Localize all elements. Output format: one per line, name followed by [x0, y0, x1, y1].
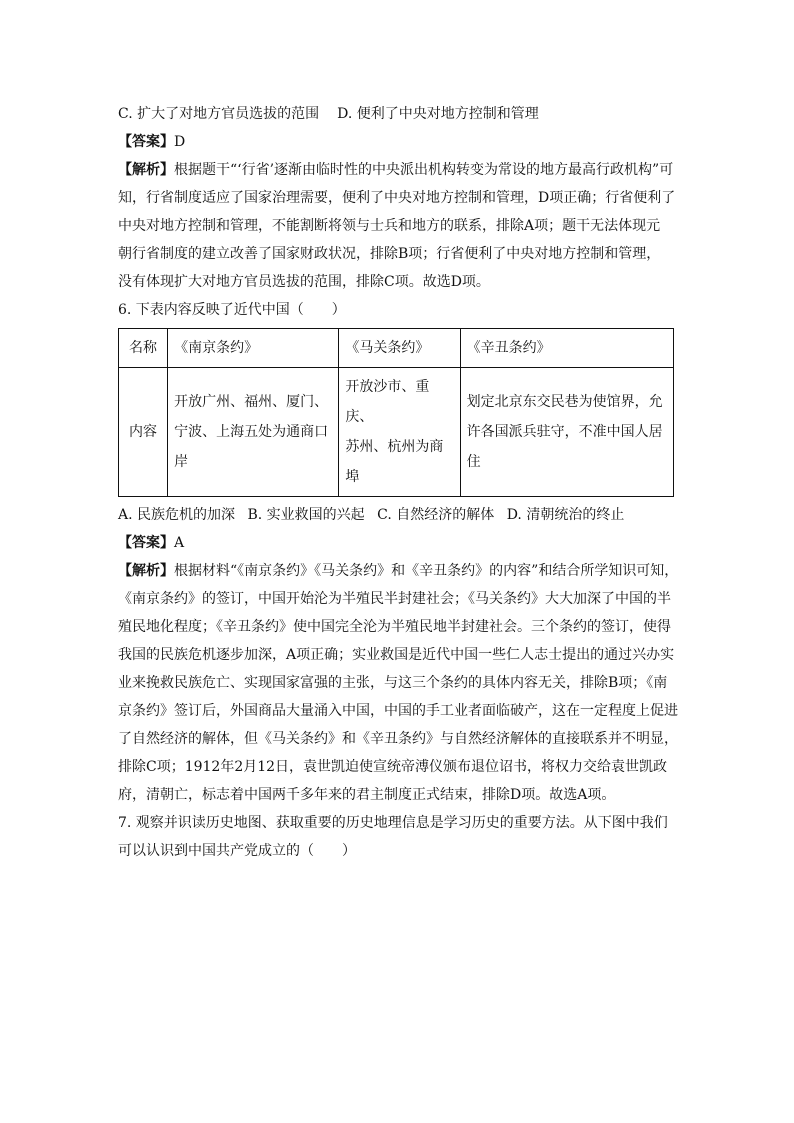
q6-option-b: B. 实业救国的兴起: [247, 507, 365, 523]
q7-stem-line: 7. 观察并识读历史地图、获取重要的历史地理信息是学习历史的重要方法。从下图中我们: [118, 815, 668, 831]
q5-options-cd: [118, 100, 678, 128]
table-cell: [339, 368, 460, 497]
answer-label: 【答案】: [118, 134, 174, 150]
cell-text: 宁波、上海五处为通商口: [174, 424, 329, 440]
answer-label: 【答案】: [118, 535, 174, 551]
q5-option-d: D. 便利了中央对地方控制和管理: [337, 106, 539, 122]
table-header-cell: 《辛丑条约》: [460, 329, 673, 368]
q6-options: [118, 501, 678, 529]
document-page: [118, 100, 678, 865]
cell-text: 许各国派兵驻守，不准中国人居: [466, 424, 663, 440]
treaty-table: [118, 328, 674, 497]
q6-analysis-line: 业来挽救民族危亡、实现国家富强的主张，与这三个条约的具体内容无关，排除B项；《南: [118, 675, 668, 691]
q6-option-d: D. 清朝统治的终止: [506, 507, 625, 523]
cell-text: 划定北京东交民巷为使馆界，允: [466, 394, 663, 410]
cell-text: 岸: [174, 454, 189, 470]
q6-analysis-line: 殖民地化程度；《辛丑条约》使中国完全沦为半殖民地半封建社会。三个条约的签订，使得: [118, 619, 671, 635]
q6-analysis-line: [118, 557, 678, 585]
q5-analysis-line: 没有体现扩大对地方官员选拔的范围，排除C项。故选D项。: [118, 274, 490, 290]
q6-analysis-line: 了自然经济的解体，但《马关条约》和《辛丑条约》与自然经济解体的直接联系并不明显，: [118, 731, 678, 747]
table-cell: [168, 368, 339, 497]
q6-option-c: C. 自然经济的解体: [377, 507, 495, 523]
table-header-row: [119, 329, 674, 368]
analysis-text: 根据材料“《南京条约》《马关条约》和《辛丑条约》的内容”和结合所学知识可知，: [174, 563, 679, 579]
cell-text: 埠: [345, 469, 360, 485]
q6-option-a: A. 民族危机的加深: [118, 507, 236, 523]
cell-text: 开放广州、福州、厦门、: [174, 394, 329, 410]
q6-analysis-line: 我国的民族危机逐步加深，A项正确；实业救国是近代中国一些仁人志士提出的通过兴办实: [118, 647, 675, 663]
analysis-text: 根据题干“‘行省’逐渐由临时性的中央派出机构转变为常设的地方最高行政机构”可: [174, 162, 674, 178]
table-cell: [460, 368, 673, 497]
q6-stem: 6. 下表内容反映了近代中国（ ）: [118, 302, 346, 318]
q6-analysis-line: 《南京条约》的签订，中国开始沦为半殖民半封建社会；《马关条约》大大加深了中国的半: [118, 591, 671, 607]
q5-analysis-line: 朝行省制度的建立改善了国家财政状况，排除B项；行省便利了中央对地方控制和管理，: [118, 246, 661, 262]
analysis-label: 【解析】: [118, 563, 174, 579]
cell-text: 住: [466, 454, 481, 470]
q6-analysis-line: 京条约》签订后，外国商品大量涌入中国，中国的手工业者面临破产，这在一定程度上促进: [118, 703, 678, 719]
answer-value: D: [174, 134, 186, 150]
analysis-label: 【解析】: [118, 162, 174, 178]
cell-text: 开放沙市、重庆、: [345, 379, 430, 425]
cell-text: 苏州、杭州为商: [345, 439, 444, 455]
q5-option-c: C. 扩大了对地方官员选拔的范围: [118, 106, 320, 122]
answer-value: A: [174, 535, 185, 551]
q7-stem-line: 可以认识到中国共产党成立的（ ）: [118, 843, 356, 859]
table-header-cell: 《南京条约》: [168, 329, 339, 368]
q6-answer: [118, 529, 678, 557]
q5-analysis-line: 知，行省制度适应了国家治理需要，便利了中央对地方控制和管理，D项正确；行省便利了: [118, 190, 676, 206]
q6-analysis-line: 排除C项；1912年2月12日，袁世凯迫使宣统帝溥仪颁布退位诏书，将权力交给袁世凯政: [118, 759, 668, 775]
q5-answer: [118, 128, 678, 156]
q6-analysis-line: 府，清朝亡，标志着中国两千多年来的君主制度正式结束，排除D项。故选A项。: [118, 787, 616, 803]
table-row-label: 内容: [119, 368, 168, 497]
q5-analysis-line: 中央对地方控制和管理，不能割断将领与士兵和地方的联系，排除A项；题干无法体现元: [118, 218, 661, 234]
table-row: [119, 368, 674, 497]
table-header-cell: 名称: [119, 329, 168, 368]
q5-analysis-line: [118, 156, 678, 184]
table-header-cell: 《马关条约》: [339, 329, 460, 368]
